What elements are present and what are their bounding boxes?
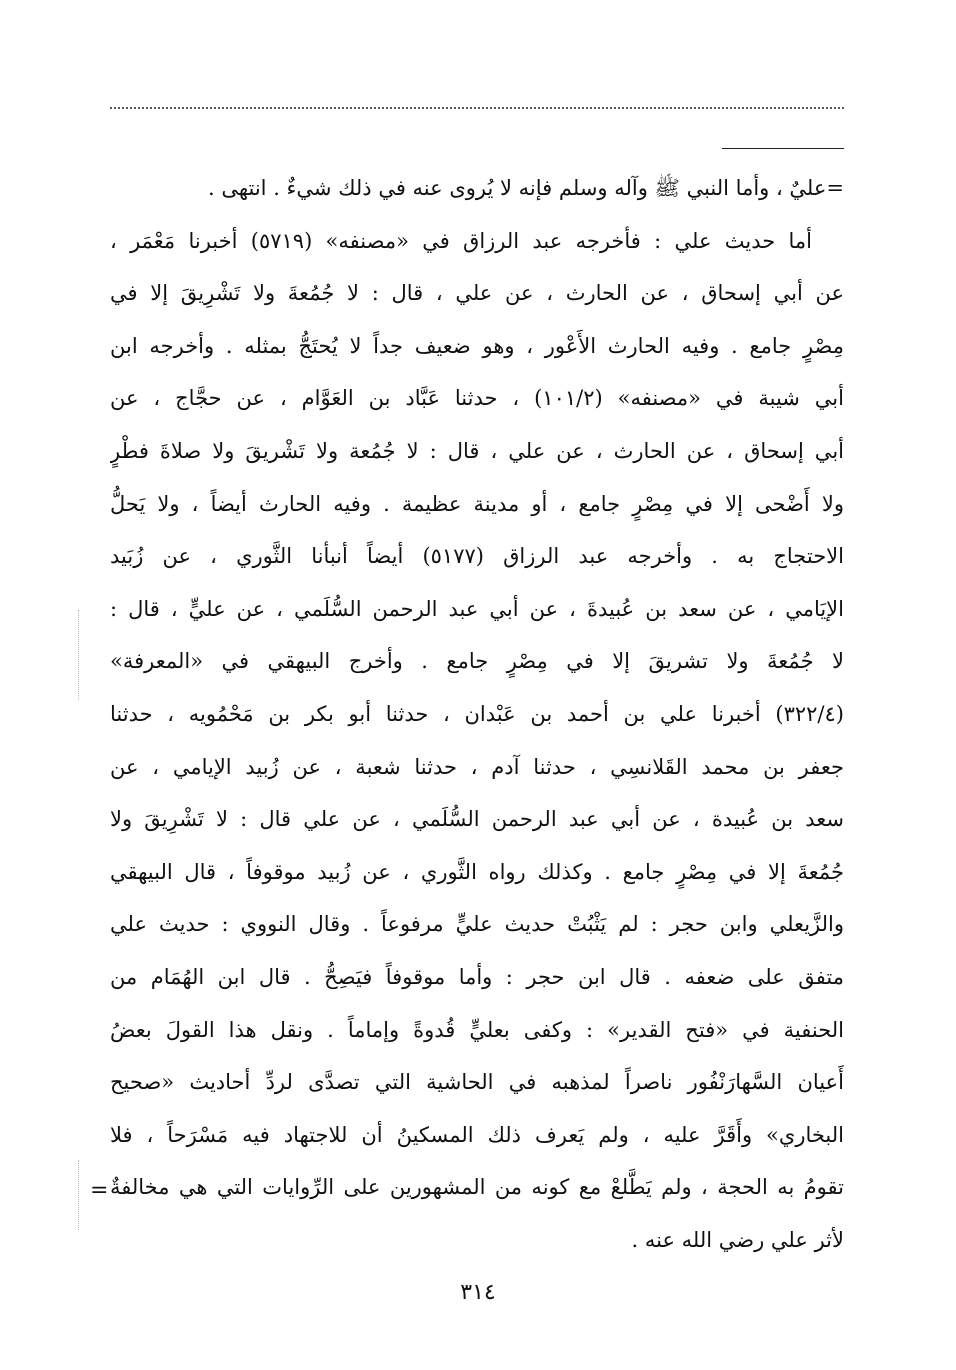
paragraph-line-17: أَعيان السَّهارَنْفُور ناصراً لمذهبه في الحاشية التي تصدَّى لردِّ أحاديث «صحيح — [110, 1070, 844, 1095]
top-dotted-rule — [110, 107, 844, 109]
scan-edge-mark — [78, 610, 79, 700]
paragraph-line-16: الحنفية في «فتح القدير» : وكفى بعليٍّ قُدوةً وإماماً . ونقل هذا القولَ بعضُ — [110, 1017, 844, 1042]
paragraph-line-20: لأثر علي رضي الله عنه . — [631, 1227, 844, 1252]
paragraph-line-11: جعفر بن محمد القَلانسِي ، حدثنا آدم ، حدثنا شعبة ، عن زُبيد الإيامي ، عن — [110, 754, 844, 779]
scan-edge-mark-lower — [78, 1160, 79, 1230]
page-number: ٣١٤ — [460, 1280, 496, 1305]
paragraph-line-6: ولا أَضْحى إلا في مِصْرٍ جامع ، أو مدينة عظيمة . وفيه الحارث أيضاً ، ولا يَحلُّ — [110, 491, 844, 516]
paragraph-line-2: عن أبي إسحاق ، عن الحارث ، عن علي ، قال : لا جُمُعةَ ولا تَشْرِيقَ إلا في — [110, 281, 844, 306]
paragraph-line-15: متفق على ضعفه . قال ابن حجر : وأما موقوفاً فيَصِحُّ . قال ابن الهُمَام من — [110, 964, 844, 989]
paragraph-line-18: البخاري» وأَقَرَّ عليه ، ولم يَعرف ذلك المسكينُ أن للاجتهاد فيه مَسْرَحاً ، فلا — [110, 1122, 844, 1147]
paragraph-line-1: أما حديث علي : فأخرجه عبد الرزاق في «مصنفه» (٥٧١٩) أخبرنا مَعْمَر ، — [110, 228, 812, 253]
paragraph-line-10: (٣٢٢/٤) أخبرنا علي بن أحمد بن عَبْدان ، حدثنا أبو بكر بن مَحْمُويه ، حدثنا — [110, 701, 844, 726]
footnote-text-block — [110, 162, 844, 1266]
footnote-separator-rule — [722, 148, 844, 149]
paragraph-line-5: أبي إسحاق ، عن الحارث ، عن علي ، قال : لا جُمُعة ولا تَشْريقَ ولا صلاةَ فطْرٍ — [110, 438, 844, 463]
paragraph-line-9: لا جُمُعةَ ولا تشريقَ إلا في مِصْرٍ جامع . وأخرج البيهقي في «المعرفة» — [110, 649, 844, 674]
paragraph-line-4: أبي شيبة في «مصنفه» (١٠١/٢) ، حدثنا عَبَّاد بن العَوَّام ، عن حجَّاج ، عن — [110, 386, 844, 411]
paragraph-line-7: الاحتجاج به . وأخرجه عبد الرزاق (٥١٧٧) أيضاً أنبأنا الثَّوري ، عن زُبَيد — [110, 544, 844, 569]
footnote-continuation-line: =عليٌ ، وأما النبي ﷺ وآله وسلم فإنه لا يُروى عنه في ذلك شيءٌ . انتهى . — [207, 176, 844, 200]
paragraph-line-8: الإيَامي ، عن سعد بن عُبيدةَ ، عن أبي عبد الرحمن السُّلَمي ، عن عليٍّ ، قال : — [110, 596, 844, 621]
paragraph-line-14: والزَّيعلي وابن حجر : لم يَثْبُتْ حديث عليٍّ مرفوعاً . وقال النووي : حديث علي — [110, 912, 844, 937]
paragraph-line-3: مِصْرٍ جامع . وفيه الحارث الأَعْور ، وهو ضعيف جداً لا يُحتَجُّ بمثله . وأخرجه ابن — [110, 333, 844, 358]
paragraph-line-12: سعد بن عُبيدة ، عن أبي عبد الرحمن السُّلَمي ، عن علي قال : لا تَشْرِيقَ ولا — [110, 807, 844, 832]
continuation-mark: = — [90, 1178, 109, 1203]
paragraph-line-19: تقومُ به الحجة ، ولم يَطَّلعْ مع كونه من المشهورين على الرِّوايات التي هي مخالفةٌ — [110, 1175, 844, 1200]
paragraph-line-13: جُمُعةَ إلا في مِصْرٍ جامع . وكذلك رواه الثَّوري ، عن زُبيد موقوفاً ، قال البيهقي — [110, 859, 844, 884]
